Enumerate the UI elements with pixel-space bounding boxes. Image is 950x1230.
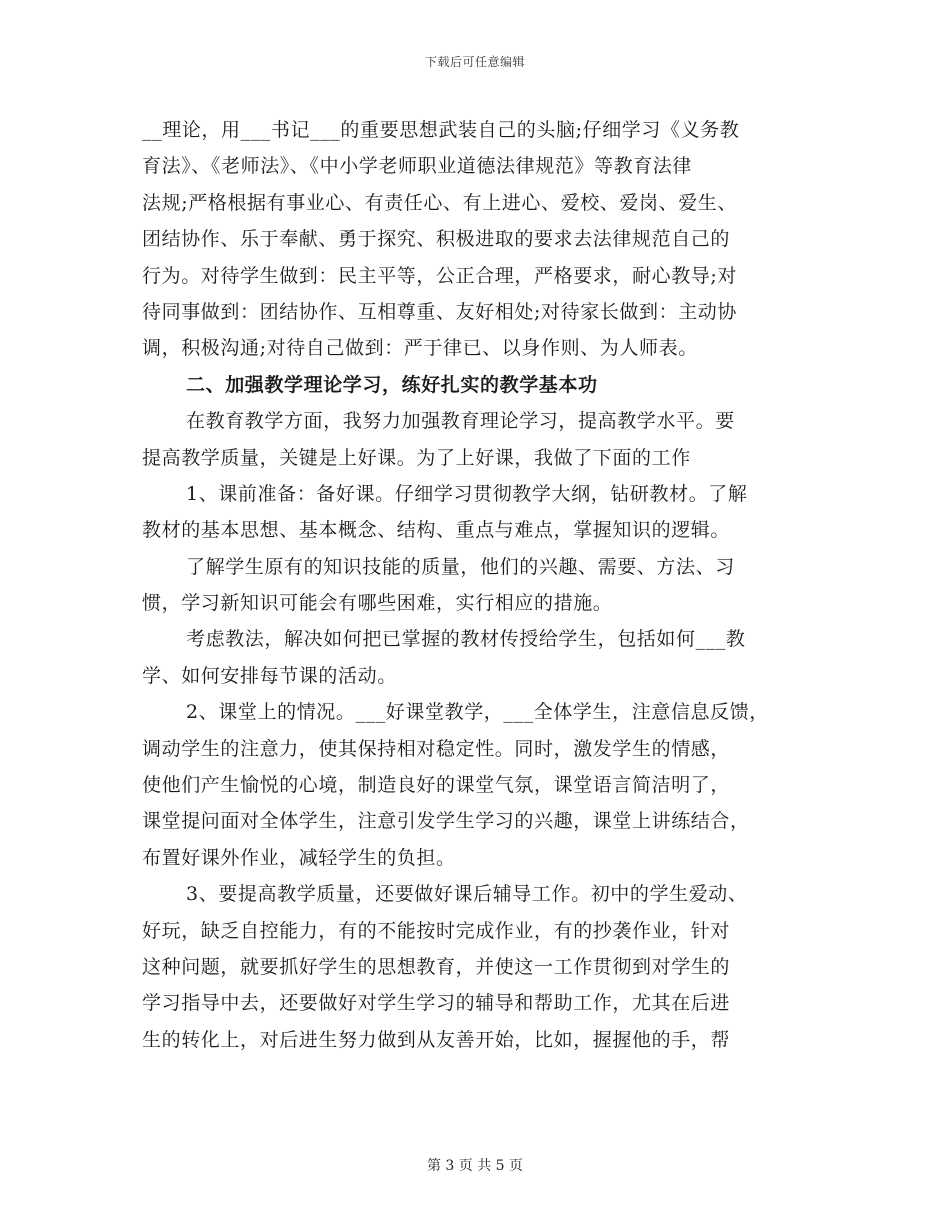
text-line: 这种问题，就要抓好学生的思想教育，并使这一工作贯彻到对学生的 [142, 955, 731, 978]
text-line: 团结协作、乐于奉献、勇于探究、积极进取的要求去法律规范自己的 [142, 228, 731, 251]
section-heading: 二、加强教学理论学习，练好扎实的教学基本功 [186, 373, 598, 396]
text-line: 1、课前准备：备好课。仔细学习贯彻教学大纲，钻研教材。了解 [186, 482, 748, 505]
text-line: 提高教学质量，关键是上好课。为了上好课，我做了下面的工作 [142, 446, 691, 469]
text-line: 调动学生的注意力，使其保持相对稳定性。同时，激发学生的情感， [142, 737, 731, 760]
text-line: 课堂提问面对全体学生，注意引发学生学习的兴趣，课堂上讲练结合， [142, 810, 750, 833]
text-line: 行为。对待学生做到：民主平等，公正合理，严格要求，耐心教导;对 [142, 264, 738, 287]
text-line: 法规;严格根据有事业心、有责任心、有上进心、爱校、爱岗、爱生、 [142, 191, 738, 214]
text-line: 待同事做到：团结协作、互相尊重、友好相处;对待家长做到：主动协 [142, 300, 738, 323]
page-footer: 第 3 页 共 5 页 [426, 1158, 524, 1174]
text-line: 学、如何安排每节课的活动。 [142, 664, 397, 687]
text-line: 教材的基本思想、基本概念、结构、重点与难点，掌握知识的逻辑。 [142, 519, 731, 542]
text-line: __理论，用___书记___的重要思想武装自己的头脑;仔细学习《义务教 [142, 119, 740, 141]
text-line: 使他们产生愉悦的心境，制造良好的课堂气氛，课堂语言简洁明了， [142, 774, 731, 797]
text-line: 生的转化上，对后进生努力做到从友善开始，比如，握握他的手，帮 [142, 1028, 731, 1051]
text-line: 好玩，缺乏自控能力，有的不能按时完成作业，有的抄袭作业，针对 [142, 919, 731, 942]
text-line: 育法》、《老师法》、《中小学老师职业道德法律规范》等教育法律 [142, 155, 693, 178]
text-line: 3、要提高教学质量，还要做好课后辅导工作。初中的学生爱动、 [186, 883, 748, 906]
text-line: 调，积极沟通;对待自己做到：严于律已、以身作则、为人师表。 [142, 337, 698, 360]
text-line: 了解学生原有的知识技能的质量，他们的兴趣、需要、方法、习 [186, 555, 735, 578]
text-line: 在教育教学方面，我努力加强教育理论学习，提高教学水平。要 [186, 410, 735, 433]
text-line: 学习指导中去，还要做好对学生学习的辅导和帮助工作，尤其在后进 [142, 992, 731, 1015]
text-line: 惯，学习新知识可能会有哪些困难，实行相应的措施。 [142, 592, 613, 615]
document-body [142, 112, 822, 1058]
page-header: 下载后可任意编辑 [424, 55, 525, 69]
text-line: 布置好课外作业，减轻学生的负担。 [142, 846, 456, 869]
text-line: 考虑教法，解决如何把已掌握的教材传授给学生，包括如何___教 [186, 628, 746, 651]
text-line: 2、课堂上的情况。___好课堂教学，___全体学生，注意信息反馈， [186, 701, 769, 724]
